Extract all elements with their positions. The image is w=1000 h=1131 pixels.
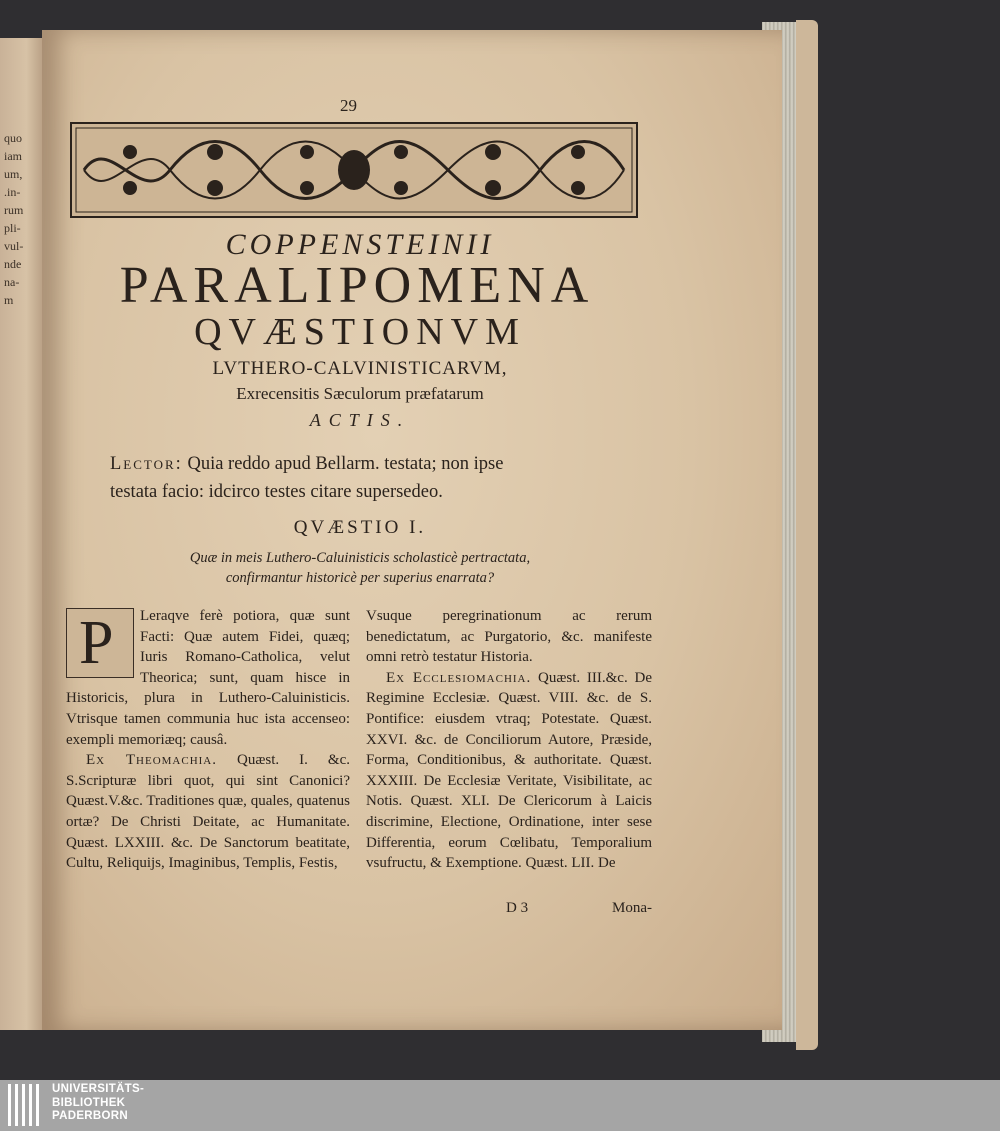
catchword: Mona-	[612, 900, 652, 916]
title-main: PARALIPOMENA	[119, 257, 595, 314]
question-subtitle	[150, 548, 570, 588]
drop-cap-letter: P	[79, 609, 114, 677]
lector-label: Lector:	[110, 454, 183, 474]
library-name-line-3: PADERBORN	[52, 1110, 128, 1122]
left-column	[66, 606, 350, 874]
left-page-fragment: .in-	[4, 185, 21, 199]
left-page-fragment: um,	[4, 167, 23, 181]
left-paragraph-2	[66, 750, 350, 874]
title-author: COPPENSTEINII	[225, 228, 495, 261]
book-cover-edge	[796, 20, 818, 1050]
left-page-fragment: vul-	[4, 239, 24, 253]
title-source: Exrecensitis Sæculorum præfatarum	[236, 384, 484, 403]
left-paragraph-2-text: Quæst. I. &c. S.Scripturæ libri quot, qui sint Canonici? Quæst.V.&c. Traditiones quæ, quales, quatenus ortæ? De Christi Deitate, ac Humanitate. Quæst. LXXIII. &c. De Sanctorum beatitate, Cultu, Reliquijs, Imaginibus, Templis, Festis,	[66, 752, 350, 872]
title-actis: ACTIS.	[309, 410, 411, 430]
lector-line-2: testata facio: idcirco testes citare supersedeo.	[110, 482, 443, 502]
left-page-fragment: nde	[4, 257, 22, 271]
left-page-fragment: iam	[4, 149, 22, 163]
right-column	[366, 606, 652, 874]
section-label-theomachia: Ex Theomachia.	[86, 752, 217, 769]
ornamental-headpiece	[70, 122, 638, 218]
library-name-line-1: UNIVERSITÄTS-	[52, 1083, 145, 1095]
question-heading: QVÆSTIO I.	[293, 517, 427, 538]
page-number: 29	[340, 96, 357, 115]
signature-mark: D 3	[506, 900, 529, 916]
question-subtitle-line-1: Quæ in meis Luthero-Caluinisticis scholasticè pertractata,	[189, 550, 531, 566]
title-questions: QVÆSTIONVM	[194, 311, 526, 353]
library-footer	[0, 1080, 1000, 1131]
right-paragraph-2	[366, 668, 652, 874]
left-page-edge	[0, 38, 44, 1030]
left-page-fragment: rum	[4, 203, 24, 217]
title-subject: LVTHERO-CALVINISTICARVM,	[212, 358, 508, 379]
lector-note	[110, 450, 630, 506]
section-label-ecclesiomachia: Ex Ecclesiomachia.	[386, 669, 532, 686]
lector-line-1: Quia reddo apud Bellarm. testata; non ipse	[187, 454, 504, 474]
library-name	[52, 1083, 144, 1124]
left-page-fragment: quo	[4, 131, 22, 145]
left-paragraph-1: Leraqve ferè potiora, quæ sunt Facti: Quæ autem Fidei, quæq; Iuris Romano-Catholica, velut Theorica; sunt, quam hisce in Historicis, plura in Luthero-Caluinisticis. Vtrisque tamen communia huc ista accenseo: exempli memoriæq; causâ.	[66, 608, 350, 748]
right-paragraph-2-text: Quæst. III.&c. De Regimine Ecclesiæ. Quæst. VIII. &c. de S. Pontifice: eiusdem vtraq; Potestate. Quæst. XXVI. &c. de Conciliorum Autore, Præside, Forma, Conditionibus, & authoritate. Quæst. XXXIII. De Ecclesiæ Veritate, Visibilitate, ac Notis. Quæst. XLI. De Clericorum à Laicis discrimine, Electione, Ordinatione, inter sese Differentia, eorum Cœlibatu, Temporalium vsufructu, & Exemptione. Quæst. LII. De	[366, 669, 652, 872]
left-page-fragment: na-	[4, 275, 20, 289]
question-subtitle-line-2: confirmantur historicè per superius enarrata?	[225, 570, 495, 586]
right-paragraph-1: Vsuque peregrinationum ac rerum benedictatum, ac Purgatorio, &c. manifeste omni retrò testatur Historia.	[366, 608, 652, 666]
library-name-line-2: BIBLIOTHEK	[52, 1096, 126, 1109]
decorated-initial	[66, 608, 134, 678]
left-page-fragment: pli-	[4, 221, 21, 235]
left-page-fragment: m	[4, 293, 14, 307]
library-logo-icon	[6, 1082, 46, 1128]
